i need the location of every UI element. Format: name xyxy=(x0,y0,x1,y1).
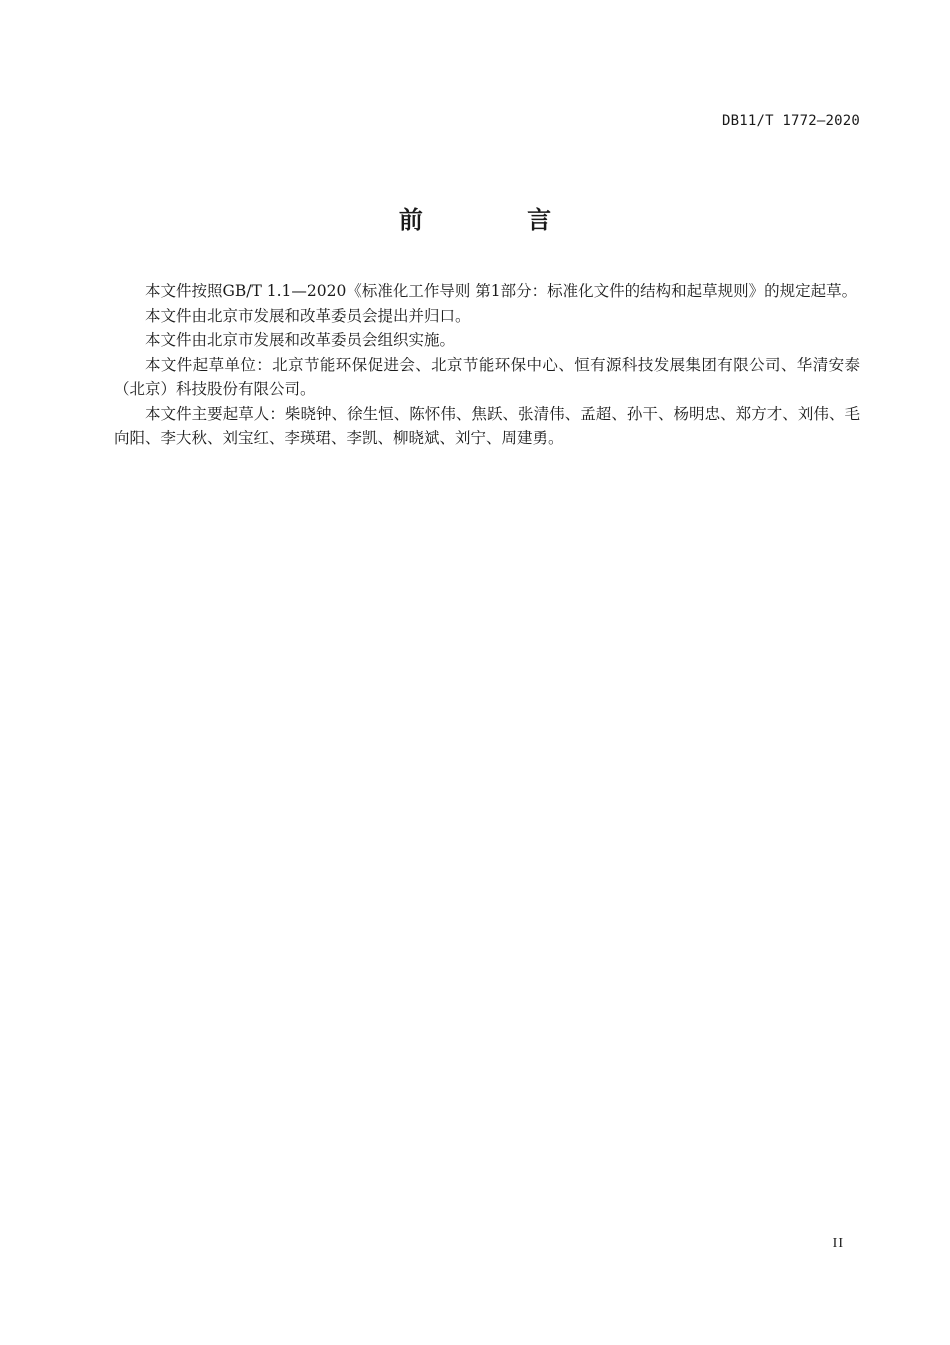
paragraph-proposer: 本文件由北京市发展和改革委员会提出并归口。 xyxy=(145,306,471,325)
paragraph-drafting-units: 本文件起草单位：北京节能环保促进会、北京节能环保中心、恒有源科技发展集团有限公司、华清安泰（北京）科技股份有限公司。 xyxy=(114,355,860,398)
standard-code: DB11/T 1772—2020 xyxy=(721,113,860,129)
paragraph-drafting-rules: 本文件按照GB/T 1.1—2020《标准化工作导则 第1部分：标准化文件的结构和起草规则》的规定起草。 xyxy=(145,282,858,300)
paragraph-implementer: 本文件由北京市发展和改革委员会组织实施。 xyxy=(145,331,456,349)
page-number: II xyxy=(832,1236,844,1251)
foreword-body xyxy=(114,279,860,451)
page-title: 前 言 xyxy=(398,206,600,234)
paragraph-drafters: 本文件主要起草人：柴晓钟、徐生恒、陈怀伟、焦跃、张清伟、孟超、孙干、杨明忠、郑方才、刘伟、毛向阳、李大秋、刘宝红、李瑛珺、李凯、柳晓斌、刘宁、周建勇。 xyxy=(114,404,860,447)
